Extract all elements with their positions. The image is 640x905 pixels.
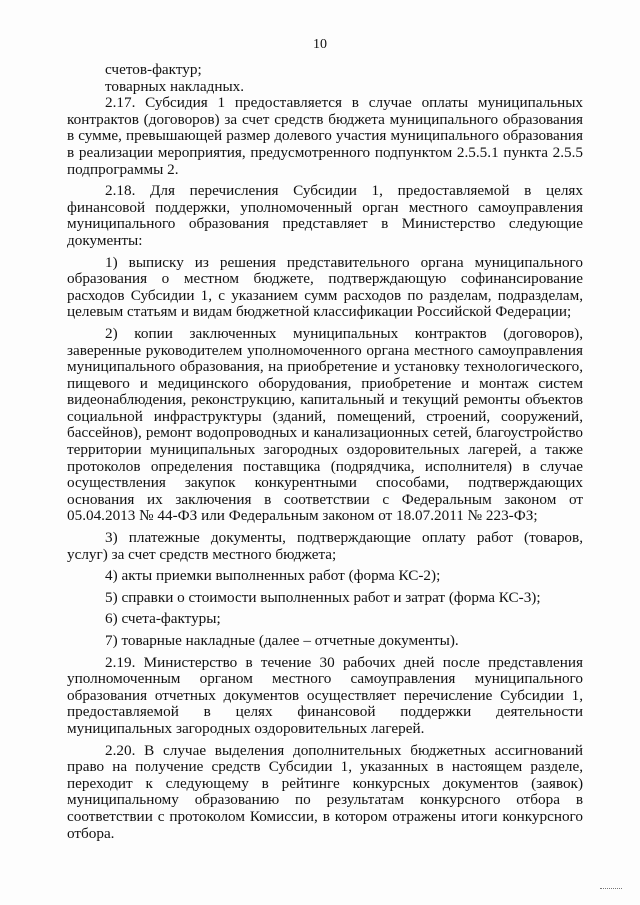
list-item-5: 5) справки о стоимости выполненных работ и затрат (форма КС-3); xyxy=(105,588,541,606)
list-item-4: 4) акты приемки выполненных работ (форма КС-2); xyxy=(105,567,441,585)
list-item-7: 7) товарные накладные (далее – отчетные документы). xyxy=(105,632,459,649)
scan-artifact xyxy=(600,888,622,892)
list-item-2: 2) копии заключенных муниципальных контрактов (договоров), заверенные руководителем уполномоченного органа местного самоуправления муниципального образования, на приобретение и установку технологического, пищевого и медицинского оборудования, приобретение и монтаж систем видеонаблюдения, реконструкцию, капитальный и текущий ремонты объектов социальной инфраструктуры (зданий, помещений, строений, сооружений, бассейнов), ремонт водопроводных и канализационных сетей, благоустройство территории муниципальных загородных оздоровительных лагерей, а также протоколов определения поставщика (подрядчика, исполнителя) в случае осуществления закупок конкурентными способами, подтверждающих основания их заключения в соответствии с Федеральным законом от 05.04.2013 № 44-ФЗ или Федеральным законом от 18.07.2011 № 223-ФЗ; xyxy=(67,324,583,525)
paragraph-2-17: 2.17. Субсидия 1 предоставляется в случае оплаты муниципальных контрактов (договоров) за счет средств бюджета муниципального образования в сумме, превышающей размер долевого участия муниципального образования в реализации мероприятия, предусмотренного подпунктом 2.5.5.1 пункта 2.5.5 подпрограммы 2. xyxy=(67,94,583,178)
paragraph-2-20: 2.20. В случае выделения дополнительных бюджетных ассигнований право на получение средств Субсидии 1, указанных в настоящем разделе, переходит к следующему в рейтинге конкурсных документов (заявок) муниципальному образованию по результатам конкурсного отбора в соответствии с протоколом Комиссии, в котором отражены итоги конкурсного отбора. xyxy=(67,741,583,842)
page-number: 10 xyxy=(313,37,327,52)
document-body xyxy=(67,62,583,842)
paragraph-2-19: 2.19. Министерство в течение 30 рабочих дней после представления уполномоченным органом местного самоуправления муниципального образования отчетных документов осуществляет перечисление Субсидии 1, предоставляемой в целях финансовой поддержки деятельности муниципальных загородных оздоровительных лагерей. xyxy=(67,653,583,737)
list-item-3: 3) платежные документы, подтверждающие оплату работ (товаров, услуг) за счет средств местного бюджета; xyxy=(67,529,583,563)
paragraph-invoices: счетов-фактур; xyxy=(105,61,202,78)
paragraph-2-18: 2.18. Для перечисления Субсидии 1, предоставляемой в целях финансовой поддержки, уполномоченный орган местного самоуправления муниципального образования представляет в Министерство следующие документы: xyxy=(67,182,583,249)
list-item-1: 1) выписку из решения представительного органа муниципального образования о местном бюджете, подтверждающую софинансирование расходов Субсидии 1, с указанием сумм расходов по разделам, подразделам, целевым статьям и видам бюджетной классификации Российской Федерации; xyxy=(67,253,583,321)
list-item-6: 6) счета-фактуры; xyxy=(105,610,221,628)
paragraph-waybills: товарных накладных. xyxy=(105,77,245,95)
